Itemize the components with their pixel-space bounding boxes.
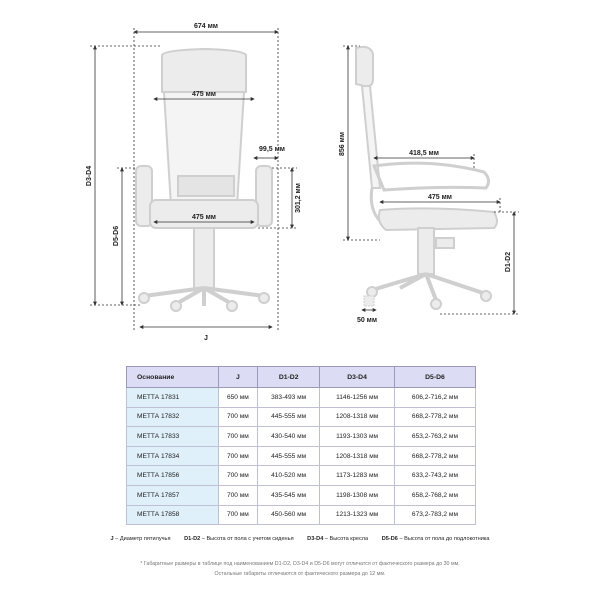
value-cell: 1208-1318 мм <box>320 446 395 466</box>
wheel-detail <box>364 296 374 306</box>
model-cell: МЕТТА 17832 <box>127 407 219 427</box>
value-cell: 650 мм <box>218 388 257 408</box>
column-header: J <box>218 367 257 388</box>
column-header: D3-D4 <box>320 367 395 388</box>
value-cell: 668,2-778,2 мм <box>394 407 475 427</box>
value-cell: 435-545 мм <box>258 485 320 505</box>
value-cell: 606,2-716,2 мм <box>394 388 475 408</box>
depth-label: 418,5 мм <box>409 150 439 157</box>
model-cell: МЕТТА 17833 <box>127 427 219 447</box>
model-cell: МЕТТА 17858 <box>127 505 219 525</box>
legend-item: J – Диаметр пятилучья <box>110 536 171 542</box>
value-cell: 1213-1323 мм <box>320 505 395 525</box>
legend-item: D1-D2 – Высота от пола с учетом сиденья <box>184 536 294 542</box>
armrest-height-label: 301,2 мм <box>295 183 302 213</box>
value-cell: 1173-1283 мм <box>320 466 395 486</box>
table-row <box>127 466 476 486</box>
height-label: D3-D4 <box>86 165 93 187</box>
front-view-chair <box>136 49 272 311</box>
footnote-line-2: Остальные габариты отличаются от фактического размера до 12 мм. <box>214 571 386 577</box>
table-row <box>127 427 476 447</box>
model-cell: МЕТТА 17834 <box>127 446 219 466</box>
table-row <box>127 388 476 408</box>
legend <box>0 536 600 542</box>
column-header: D5-D6 <box>394 367 475 388</box>
value-cell: 450-560 мм <box>258 505 320 525</box>
value-cell: 700 мм <box>218 427 257 447</box>
value-cell: 410-520 мм <box>258 466 320 486</box>
value-cell: 673,2-783,2 мм <box>394 505 475 525</box>
table-row <box>127 505 476 525</box>
value-cell: 700 мм <box>218 485 257 505</box>
column-header: D1-D2 <box>258 367 320 388</box>
footnote-line-1: * Габаритные размеры в таблице под наименованием D1-D2, D3-D4 и D5-D6 могут отличатся от фактического размера до 30 мм. <box>140 561 460 567</box>
value-cell: 1146-1256 мм <box>320 388 395 408</box>
model-cell: МЕТТА 17831 <box>127 388 219 408</box>
side-view-chair <box>356 47 497 309</box>
seat-width-label: 475 мм <box>192 91 216 98</box>
value-cell: 700 мм <box>218 466 257 486</box>
specs-table <box>126 366 476 525</box>
wheel-label: 50 мм <box>356 317 378 324</box>
back-width-label: 475 мм <box>192 214 216 221</box>
value-cell: 633,2-743,2 мм <box>394 466 475 486</box>
value-cell: 700 мм <box>218 446 257 466</box>
value-cell: 1208-1318 мм <box>320 407 395 427</box>
value-cell: 700 мм <box>218 505 257 525</box>
value-cell: 658,2-768,2 мм <box>394 485 475 505</box>
overall-width-label: 674 мм <box>194 23 218 30</box>
value-cell: 1198-1308 мм <box>320 485 395 505</box>
armrest-gap-label: 99,5 мм <box>259 146 285 153</box>
table-row <box>127 407 476 427</box>
table-row <box>127 485 476 505</box>
value-cell: 445-555 мм <box>258 446 320 466</box>
seat-height-label: D5-D6 <box>113 225 120 247</box>
table-header-row <box>127 367 476 388</box>
value-cell: 653,2-763,2 мм <box>394 427 475 447</box>
value-cell: 445-555 мм <box>258 407 320 427</box>
back-height-label: 856 мм <box>339 132 346 156</box>
model-cell: МЕТТА 17857 <box>127 485 219 505</box>
legend-item: D3-D4 – Высота кресла <box>307 536 369 542</box>
column-header: Основание <box>127 367 219 388</box>
value-cell: 383-493 мм <box>258 388 320 408</box>
legend-item: D5-D6 – Высота от пола до подлокотника <box>381 536 490 542</box>
value-cell: 430-540 мм <box>258 427 320 447</box>
value-cell: 1193-1303 мм <box>320 427 395 447</box>
base-label: J <box>204 335 208 342</box>
floor-height-label: D1-D2 <box>505 251 512 273</box>
value-cell: 700 мм <box>218 407 257 427</box>
seat-depth-label: 475 мм <box>428 194 452 201</box>
table-row <box>127 446 476 466</box>
value-cell: 668,2-778,2 мм <box>394 446 475 466</box>
model-cell: МЕТТА 17856 <box>127 466 219 486</box>
